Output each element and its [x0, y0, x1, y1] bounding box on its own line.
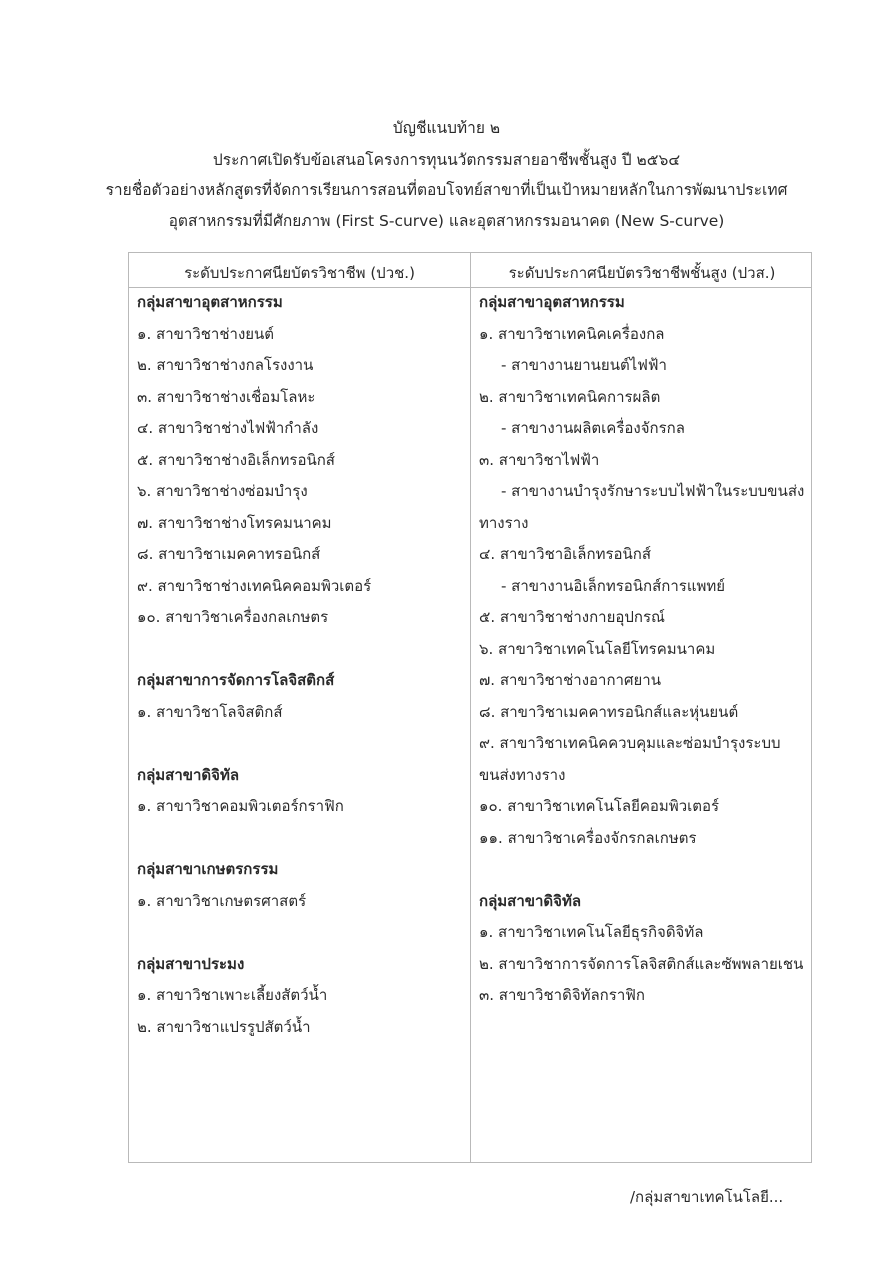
list-description: รายชื่อตัวอย่างหลักสูตรที่จัดการเรียนการสอนที่ตอบโจทย์สาขาที่เป็นเป้าหมายหลักในการพัฒนาประเทศ [105, 181, 788, 199]
list-item: ๕. สาขาวิชาช่างกายอุปกรณ์ [479, 608, 665, 626]
list-item: ๓. สาขาวิชาดิจิทัลกราฟิก [479, 986, 645, 1004]
list-item: ๑๐. สาขาวิชาเครื่องกลเกษตร [137, 608, 329, 626]
list-item: ๙. สาขาวิชาเทคนิคควบคุมและซ่อมบำรุงระบบ [479, 734, 781, 752]
right-column-header: ระดับประกาศนียบัตรวิชาชีพชั้นสูง (ปวส.) [508, 264, 776, 282]
list-item: ๑๑. สาขาวิชาเครื่องจักรกลเกษตร [479, 828, 697, 847]
list-item: ๖. สาขาวิชาช่างซ่อมบำรุง [137, 482, 308, 500]
list-item: ๗. สาขาวิชาช่างโทรคมนาคม [137, 513, 332, 532]
group-heading: กลุ่มสาขาประมง [137, 954, 245, 973]
list-item: ๒. สาขาวิชาเทคนิคการผลิต [479, 387, 661, 406]
list-item: ๔. สาขาวิชาช่างไฟฟ้ากำลัง [137, 419, 319, 437]
high-vocational-certificate-column [479, 287, 809, 1012]
list-item: ๑. สาขาวิชาเทคนิคเครื่องกล [479, 324, 665, 343]
group-heading: กลุ่มสาขาอุตสาหกรรม [479, 293, 625, 311]
list-item: ๒. สาขาวิชาการจัดการโลจิสติกส์และซัพพลายเชน [479, 954, 804, 973]
annex-title: บัญชีแนบท้าย ๒ [392, 119, 501, 137]
list-item: ๒. สาขาวิชาช่างกลโรงงาน [137, 356, 314, 374]
list-item: ๓. สาขาวิชาช่างเชื่อมโลหะ [137, 387, 316, 406]
list-item: ๑. สาขาวิชาคอมพิวเตอร์กราฟิก [137, 797, 344, 815]
list-item: ๑. สาขาวิชาเพาะเลี้ยงสัตว์น้ำ [137, 986, 328, 1004]
left-column-header: ระดับประกาศนียบัตรวิชาชีพ (ปวช.) [184, 264, 415, 282]
announcement-title: ประกาศเปิดรับข้อเสนอโครงการทุนนวัตกรรมสายอาชีพชั้นสูง ปี ๒๕๖๔ [212, 151, 681, 169]
list-item: ๑. สาขาวิชาเกษตรศาสตร์ [137, 891, 307, 910]
group-heading: กลุ่มสาขาการจัดการโลจิสติกส์ [137, 671, 335, 689]
group-heading: กลุ่มสาขาดิจิทัล [479, 891, 582, 910]
list-item: ๑. สาขาวิชาช่างยนต์ [137, 324, 275, 343]
list-item: ๕. สาขาวิชาช่างอิเล็กทรอนิกส์ [137, 450, 335, 469]
list-item: ๑. สาขาวิชาเทคโนโลยีธุรกิจดิจิทัล [479, 923, 704, 941]
list-item: ๙. สาขาวิชาช่างเทคนิคคอมพิวเตอร์ [137, 576, 372, 595]
group-heading: กลุ่มสาขาดิจิทัล [137, 765, 240, 784]
list-item: ๓. สาขาวิชาไฟฟ้า [479, 450, 600, 469]
group-heading: กลุ่มสาขาอุตสาหกรรม [137, 293, 283, 311]
list-item-continuation: ทางราง [479, 513, 529, 532]
industry-description: อุตสาหกรรมที่มีศักยภาพ (First S-curve) และอุตสาหกรรมอนาคต (New S-curve) [168, 212, 725, 230]
table-header-row [129, 253, 811, 288]
sub-list-item: - สาขางานผลิตเครื่องจักรกล [501, 419, 685, 437]
group-heading: กลุ่มสาขาเกษตรกรรม [137, 860, 279, 878]
list-item: ๘. สาขาวิชาเมคคาทรอนิกส์ [137, 545, 321, 563]
column-divider [470, 253, 471, 1162]
sub-list-item: - สาขางานอิเล็กทรอนิกส์การแพทย์ [501, 576, 726, 595]
curriculum-table [128, 252, 812, 1163]
continuation-note: /กลุ่มสาขาเทคโนโลยี... [630, 1188, 784, 1206]
list-item: ๑. สาขาวิชาโลจิสติกส์ [137, 702, 283, 721]
vocational-certificate-column [137, 287, 467, 1043]
list-item: ๘. สาขาวิชาเมคคาทรอนิกส์และหุ่นยนต์ [479, 702, 739, 721]
list-item: ๒. สาขาวิชาแปรรูปสัตว์น้ำ [137, 1017, 311, 1036]
sub-list-item: - สาขางานยานยนต์ไฟฟ้า [501, 356, 667, 374]
list-item: ๑๐. สาขาวิชาเทคโนโลยีคอมพิวเตอร์ [479, 797, 720, 815]
sub-list-item: - สาขางานบำรุงรักษาระบบไฟฟ้าในระบบขนส่ง [501, 482, 805, 500]
list-item: ๖. สาขาวิชาเทคโนโลยีโทรคมนาคม [479, 639, 716, 658]
list-item: ๔. สาขาวิชาอิเล็กทรอนิกส์ [479, 545, 652, 563]
list-item: ๗. สาขาวิชาช่างอากาศยาน [479, 671, 661, 689]
list-item-continuation: ขนส่งทางราง [479, 765, 566, 784]
